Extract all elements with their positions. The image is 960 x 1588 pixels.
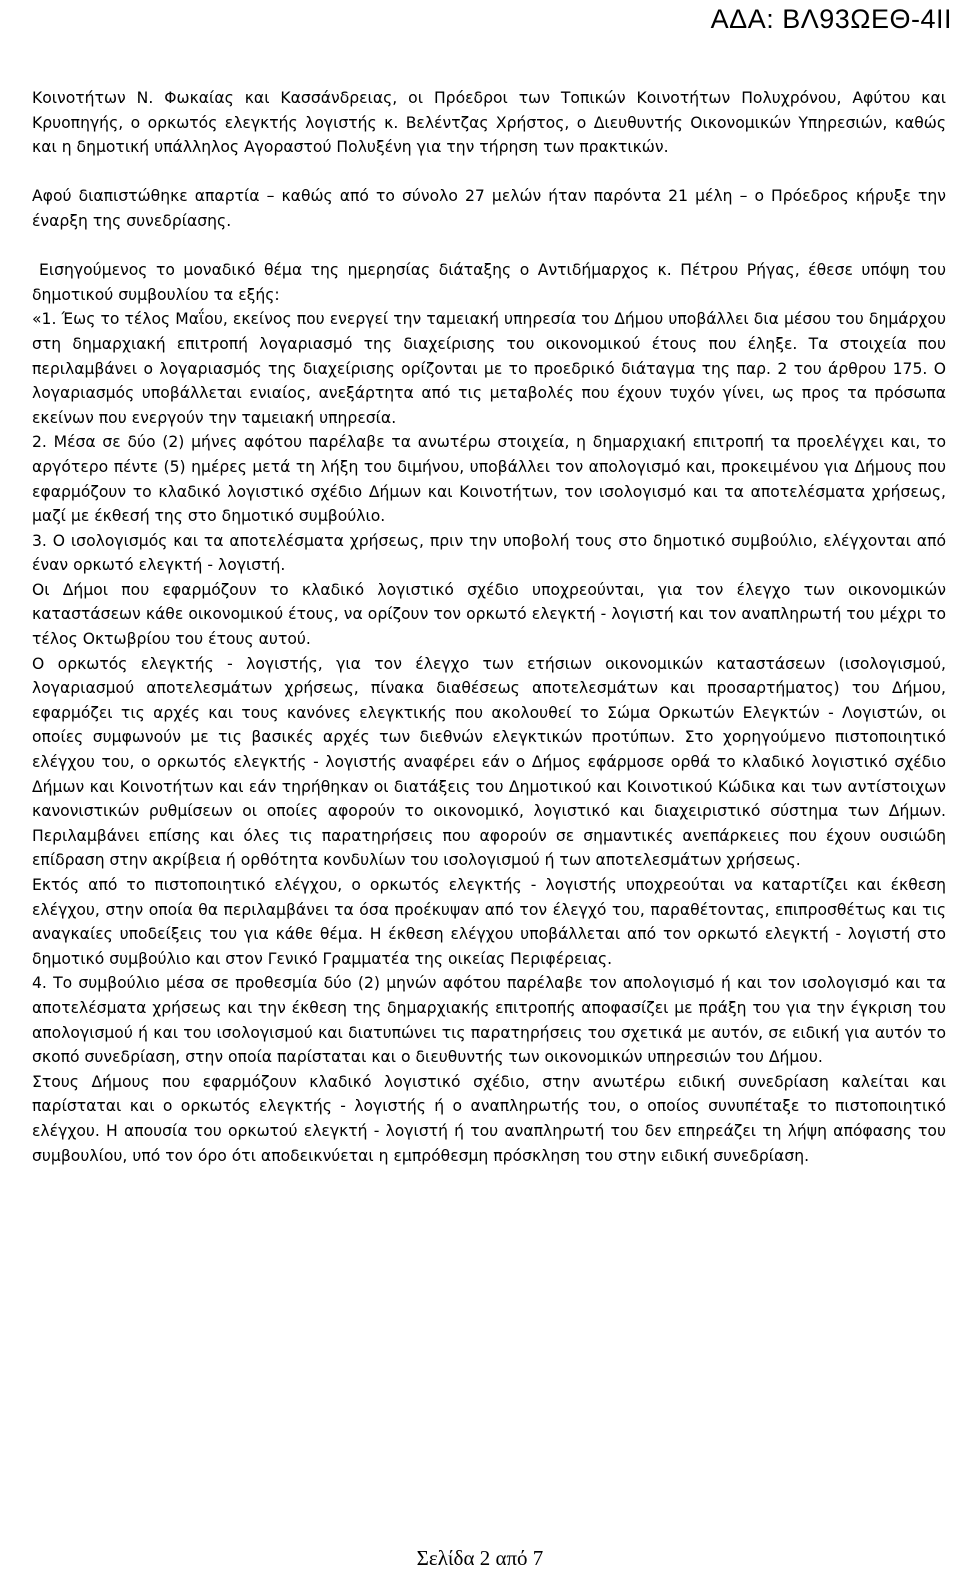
paragraph-item-4: 4. Το συμβούλιο μέσα σε προθεσμία δύο (2) μηνών αφότου παρέλαβε τον απολογισμό ή και τον ισολογισμό και τα αποτελέσματα χρήσεως και την έκθεση της δημαρχιακής επιτροπής αποφασίζει με πράξη του για την έγκριση του απολογισμού ή και του ισολογισμού και διατυπώνει τις παρατηρήσεις του σχετικά με αυτόν, σε ειδική για αυτόν το σκοπό συνεδρίαση, στην οποία παρίσταται και ο διευθυντής των οικονομικών υπηρεσιών του Δήμου. xyxy=(32,974,946,1067)
page-number: Σελίδα 2 από 7 xyxy=(416,1546,544,1570)
paragraph-special-session: Στους Δήμους που εφαρμόζουν κλαδικό λογιστικό σχέδιο, στην ανωτέρω ειδική συνεδρίαση καλείται και παρίσταται και ο ορκωτός ελεγκτής - λογιστής ή ο αναπληρωτής του, ο οποίος συνυπέταξε το πιστοποιητικό ελέγχου. Η απουσία του ορκωτού ελεγκτή - λογιστή ή του αναπληρωτή του δεν επηρεάζει τη λήψη απόφασης του συμβουλίου, υπό τον όρο ότι αποδεικνύεται η εμπρόθεσμη πρόσκληση του στην ειδική συνεδρίαση. xyxy=(32,1072,946,1165)
paragraph-audit-report: Εκτός από το πιστοποιητικό ελέγχου, ο ορκωτός ελεγκτής - λογιστής υποχρεούται να καταρτίζει και έκθεση ελέγχου, στην οποία θα περιλαμβάνει τα όσα προέκυψαν από τον έλεγχό του, παραθέτοντας, επιπροσθέτως και τις αναγκαίες υποδείξεις του για κάθε θέμα. Η έκθεση ελέγχου υποβάλλεται από τον ορκωτό ελεγκτή - λογιστή στο δημοτικό συμβούλιο και στον Γενικό Γραμματέα της οικείας Περιφέρειας. xyxy=(32,876,946,968)
paragraph-item-1: «1. Έως το τέλος Μαΐου, εκείνος που ενεργεί την ταμειακή υπηρεσία του Δήμου υποβάλλει δια μέσου του δημάρχου στη δημαρχιακή επιτροπή λογαριασμό της διαχείρισης του οικονομικού έτους που έληξε. Τα στοιχεία που περιλαμβάνει ο λογαριασμός της διαχείρισης ορίζονται με το προεδρικό διάταγμα της παρ. 2 του άρθρου 175. Ο λογαριασμός υποβάλλεται ενιαίος, ανεξάρτητα από τις μεταβολές που έχουν τυχόν γίνει, ως προς τα πρόσωπα εκείνων που ενεργούν την ταμειακή υπηρεσία. xyxy=(32,310,946,427)
paragraph-auditor-duties: Ο ορκωτός ελεγκτής - λογιστής, για τον έλεγχο των ετήσιων οικονομικών καταστάσεων (ισολογισμού, λογαριασμού αποτελεσμάτων χρήσεως, πίνακα διαθέσεως αποτελεσμάτων και προσαρτήματος) του Δήμου, εφαρμόζει τις αρχές και τους κανόνες ελεγκτικής που ακολουθεί το Σώμα Ορκωτών Ελεγκτών - Λογιστών, οι οποίες συμφωνούν με τις βασικές αρχές των διεθνών ελεγκτικών προτύπων. Στο χορηγούμενο πιστοποιητικό ελέγχου του, ο ορκωτός ελεγκτής - λογιστής αναφέρει εάν ο Δήμος εφάρμοσε ορθά το κλαδικό λογιστικό σχέδιο Δήμων και Κοινοτήτων και εάν τηρήθηκαν οι διατάξεις του Δημοτικού και Κοινοτικού Κώδικα και των αντίστοιχων κανονιστικών ρυθμίσεων οι οποίες αφορούν το οικονομικό, λογιστικό και διαχειριστικό σύστημα των Δήμων. Περιλαμβάνει επίσης και όλες τις παρατηρήσεις που αφορούν σε σημαντικές ανεπάρκειες που έχουν ουσιώδη επίδραση στην ακρίβεια ή ορθότητα κονδυλίων του ισολογισμού ή των αποτελεσμάτων χρήσεως. xyxy=(32,654,946,870)
ada-code-header: ΑΔΑ: ΒΛ93ΩΕΘ-4ΙΙ xyxy=(710,4,952,34)
paragraph-attendees: Κοινοτήτων Ν. Φωκαίας και Κασσάνδρειας, οι Πρόεδροι των Τοπικών Κοινοτήτων Πολυχρόνου, Αφύτου και Κρυοπηγής, ο ορκωτός ελεγκτής λογιστής κ. Βελέντζας Χρήστος, ο Διευθυντής Οικονομικών Υπηρεσιών, καθώς και η δημοτική υπάλληλος Αγοραστού Πολυξένη για την τήρηση των πρακτικών. xyxy=(32,89,946,157)
paragraph-quorum: Αφού διαπιστώθηκε απαρτία – καθώς από το σύνολο 27 μελών ήταν παρόντα 21 μέλη – ο Πρόεδρος κήρυξε την έναρξη της συνεδρίασης. xyxy=(32,187,946,230)
paragraph-item-2: 2. Μέσα σε δύο (2) μήνες αφότου παρέλαβε τα ανωτέρω στοιχεία, η δημαρχιακή επιτροπή τα προελέγχει και, το αργότερο πέντε (5) ημέρες μετά τη λήξη του διμήνου, υποβάλλει τον απολογισμό και, προκειμένου για Δήμους που εφαρμόζουν το κλαδικό λογιστικό σχέδιο Δήμων και Κοινοτήτων, τον ισολογισμό και τα αποτελέσματα χρήσεως, μαζί με έκθεσή της στο δημοτικό συμβούλιο. xyxy=(32,433,946,526)
document-body xyxy=(32,86,946,1168)
paragraph-auditor-appointment: Οι Δήμοι που εφαρμόζουν το κλαδικό λογιστικό σχέδιο υποχρεούνται, για τον έλεγχο των οικονομικών καταστάσεων κάθε οικονομικού έτους, να ορίζουν τον ορκωτό ελεγκτή - λογιστή και τον αναπληρωτή του μέχρι το τέλος Οκτωβρίου του έτους αυτού. xyxy=(32,580,946,649)
paragraph-item-3: 3. Ο ισολογισμός και τα αποτελέσματα χρήσεως, πριν την υποβολή τους στο δημοτικό συμβούλιο, ελέγχονται από έναν ορκωτό ελεγκτή - λογιστή. xyxy=(32,531,946,575)
paragraph-introduction: Εισηγούμενος το μοναδικό θέμα της ημερησίας διάταξης ο Αντιδήμαρχος κ. Πέτρου Ρήγας, έθεσε υπόψη του δημοτικού συμβουλίου τα εξής: xyxy=(32,261,946,304)
